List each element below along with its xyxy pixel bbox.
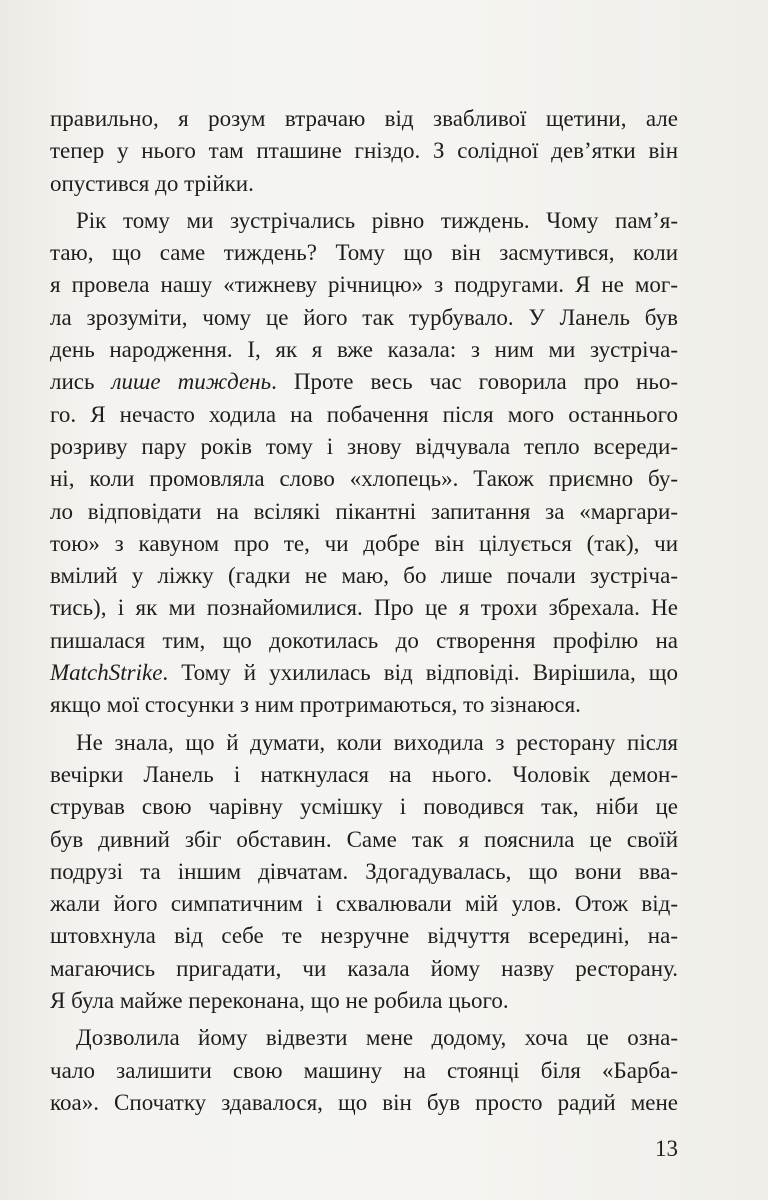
text-line: штовхнула від себе те незручне відчуття всередині, на- [50,923,678,949]
text-line: жали його симпатичним і схвалювали мій улов. Отож від- [50,891,678,917]
paragraph [50,1022,678,1119]
text-line: ло відповідати на всілякі пікантні запитання за «маргари- [50,498,678,524]
text-line: Не знала, що й думати, коли виходила з ресторану після [76,729,678,755]
text-line: чало залишити свою машину на стоянці біля «Барба- [50,1057,678,1083]
text-line: магаючись пригадати, чи казала йому назву ресторану. [50,955,678,981]
text-line: стрував свою чарівну усмішку і поводився так, ніби це [50,794,678,820]
text-line [50,366,678,398]
text-line: ла зрозуміти, чому це його так турбувало. У Ланель був [50,304,678,330]
body-text [50,103,678,1119]
text-line: якщо мої стосунки з ним протримаються, то зізнаюся. [50,692,581,718]
text-line: Рік тому ми зустрічались рівно тиждень. Чому пам’я- [76,207,678,233]
text-segment: лись [50,369,112,395]
paragraph [50,727,678,1018]
text-line: таю, що саме тиждень? Тому що він засмутився, коли [50,240,678,266]
text-line: тись), і як ми познайомилися. Про це я трохи збрехала. Не [50,595,678,621]
text-line: ні, коли промовляла слово «хлопець». Також приємно бу- [50,466,678,492]
text-line: го. Я нечасто ходила на побачення після мого останнього [50,401,678,427]
text-line: був дивний збіг обставин. Саме так я пояснила це своїй [50,826,678,852]
text-line: тепер у нього там пташине гніздо. З солідної дев’ятки він [50,138,678,164]
italic-text: MatchStrike [50,660,163,686]
italic-text: лише тиждень [111,369,272,395]
text-line [50,657,678,689]
text-line: подрузі та іншим дівчатам. Здогадувалась, що вони вва- [50,858,678,884]
text-segment: . Тому й ухилилась від відповіді. Вирішила, що [162,660,678,686]
text-line: опустився до трійки. [50,170,254,196]
paragraph [50,103,678,200]
text-line: Я була майже переконана, що не робила цього. [50,988,509,1014]
page-number: 13 [655,1136,678,1161]
paragraph [50,205,678,722]
text-line: пишалася тим, що докотилась до створення профілю на [50,627,678,653]
text-line: вмілий у ліжку (гадки не маю, бо лише почали зустріча- [50,563,678,589]
text-line: день народження. І, як я вже казала: з ним ми зустріча- [50,337,678,363]
text-segment: . Проте весь час говорила про ньо- [271,369,679,395]
text-line: тою» з кавуном про те, чи добре він цілується (так), чи [50,530,678,556]
text-line: коа». Спочатку здавалося, що він був просто радий мене [50,1089,678,1115]
text-line: вечірки Ланель і наткнулася на нього. Чоловік демон- [50,761,678,787]
text-line: Дозволила йому відвезти мене додому, хоча це озна- [76,1025,678,1051]
text-line: правильно, я розум втрачаю від звабливої щетини, але [50,106,678,131]
text-line: я провела нашу «тижневу річницю» з подругами. Я не мог- [50,272,678,298]
text-line: розриву пару років тому і знову відчувала тепло всереди- [50,433,678,459]
